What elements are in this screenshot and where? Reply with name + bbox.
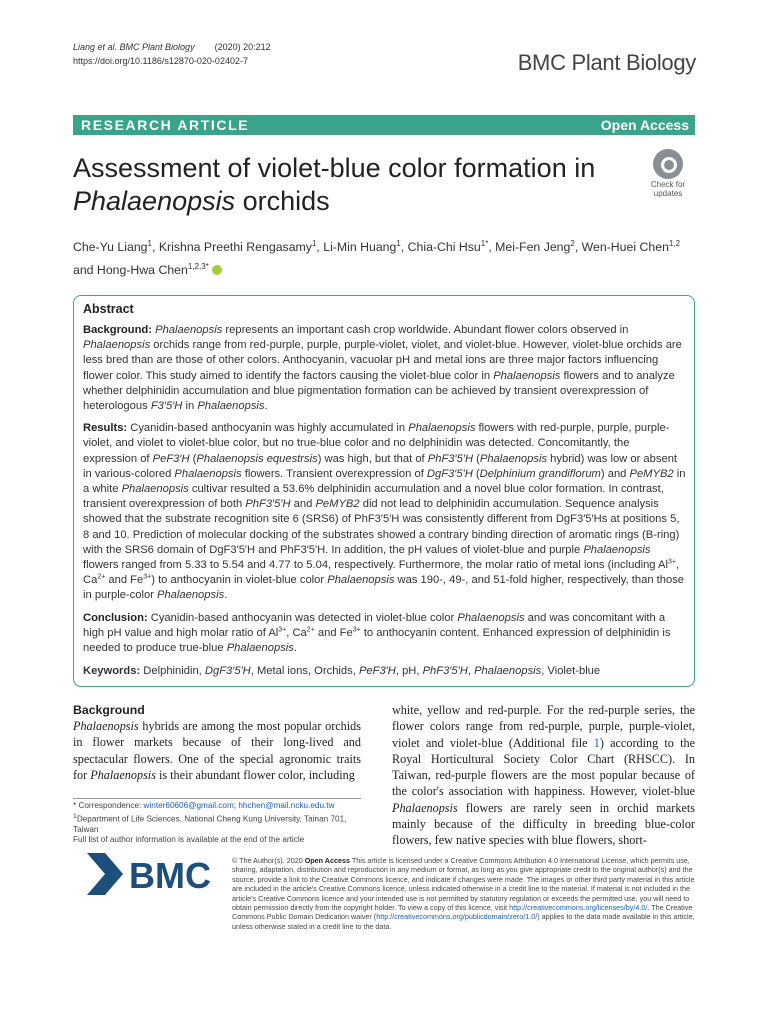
author-list	[73, 234, 703, 280]
abstract-keywords: Keywords: Delphinidin, DgF3′5′H, Metal ions, Orchids, PeF3′H, pH, PhF3′5′H, Phalaenopsis, Violet-blue	[83, 665, 601, 678]
citation-header	[73, 40, 271, 68]
author-affil: 1	[396, 239, 401, 248]
license-text	[232, 856, 697, 931]
author-name: , Krishna Preethi Rengasamy	[151, 240, 312, 255]
copyright: © The Author(s). 2020	[232, 856, 305, 865]
full-author-info: Full list of author information is available at the end of the article	[73, 835, 305, 845]
open-access-label: Open Access	[600, 117, 689, 133]
article-type: RESEARCH ARTICLE	[81, 117, 250, 133]
results-label: Results:	[83, 422, 128, 435]
badge-line1: Check for	[650, 180, 686, 189]
author-name: , Wen-Huei Chen	[574, 240, 669, 255]
author-name: and Hong-Hwa Chen	[73, 263, 188, 278]
article-banner	[73, 115, 695, 135]
additional-file-link[interactable]: 1	[593, 735, 600, 750]
author-affil: 1,2,3*	[187, 262, 209, 272]
footnotes	[73, 801, 363, 846]
author-name: Che-Yu Liang	[73, 240, 148, 255]
license-text-2: . The Creative Commons Public Domain Dedication waiver (	[232, 903, 693, 922]
license-text-3: ) applies to the data made available in this article, unless otherwise stated in a credit line to the data.	[232, 912, 695, 931]
journal-name: BMC Plant Biology	[517, 50, 696, 75]
author-name: , Chia-Chi Hsu	[400, 240, 481, 255]
open-access-bold: Open Access	[304, 856, 350, 865]
abstract-heading: Abstract	[83, 302, 134, 316]
check-for-updates-badge[interactable]	[640, 147, 696, 203]
conclusion-label: Conclusion:	[83, 611, 148, 624]
affiliation-text: Department of Life Sciences, National Cheng Kung University, Tainan 701, Taiwan	[73, 814, 347, 834]
email-link-1[interactable]: winter60606@gmail.com	[143, 801, 234, 810]
affiliation-sup: 1	[73, 812, 77, 820]
author-name: , Li-Min Huang	[316, 240, 397, 255]
cc-zero-link[interactable]: http://creativecommons.org/publicdomain/zero/1.0/	[376, 912, 538, 922]
background-heading: Background	[73, 703, 145, 717]
author-affil: 1	[311, 239, 317, 248]
author-name: , Mei-Fen Jeng	[488, 240, 571, 255]
author-affil: 1	[147, 239, 152, 248]
keywords-label: Keywords:	[83, 665, 141, 678]
correspondence	[73, 801, 363, 812]
badge-text	[640, 180, 696, 198]
cc-license-link[interactable]: http://creativecommons.org/licenses/by/4.0/	[509, 903, 648, 913]
bmc-logo-graphic	[85, 850, 225, 898]
title-part2: orchids	[235, 186, 330, 216]
abstract-box	[73, 295, 695, 687]
affiliation	[73, 812, 363, 836]
doi-link[interactable]: https://doi.org/10.1186/s12870-020-02402-7	[73, 56, 248, 66]
author-affil: 1,2	[668, 239, 681, 248]
update-icon	[653, 149, 683, 179]
abstract-results: Results: Cyanidin-based anthocyanin was highly accumulated in Phalaenopsis flowers with red-purple, purple, purple-violet, and violet to violet-blue color, but no true-blue color and no delphinidin was detected. Concomitantly, the expression of PeF3′H (Phalaenopsis equestrsis) was high, but that of PhF3′5′H (Phalaenopsis hybrid) was low or absent in various-colored Phalaenopsis flowers. Transient overexpression of DgF3′5′H (Delphinium grandiflorum) and PeMYB2 in a white Phalaenopsis cultivar resulted a 53.6% delphinidin accumulation and a novel blue color formation. In contrast, transient overexpression of both PhF3′5′H and PeMYB2 did not lead to delphinidin accumulation. Sequence analysis showed that the substrate recognition site 6 (SRS6) of PhF3′5′H was consistently different from DgF3′5′Hs at positions 5, 8 and 10. Prediction of molecular docking of the substrates showed a contrary binding direction of aromatic rings (B-ring) with the SRS6 domain of DgF3′5′H and PhF3′5′H. In addition, the pH values of violet-blue and purple Phalaenopsis flowers ranged from 5.33 to 5.54 and 4.77 to 5.04, respectively. Furthermore, the molar ratio of metal ions (including $Al^{3+}$, $Ca^{2+}$ and $Fe^{3+}$) to anthocyanin in violet-blue color Phalaenopsis was 190-, 49-, and 51-fold higher, respectively, than those in purple-color Phalaenopsis.	[83, 422, 686, 602]
citation-year: (2020) 20:212	[214, 42, 271, 52]
correspondence-label: * Correspondence:	[73, 801, 144, 810]
bmc-logo	[85, 850, 225, 898]
footnote-divider	[73, 798, 361, 799]
background-text-left: Phalaenopsis hybrids are among the most popular orchids in flower markets because of their long-lived and spectacular flowers. One of the special agronomic traits for Phalaenopsis is their abundant flower color, including	[73, 719, 361, 782]
license-text-1: This article is licensed under a Creative Commons Attribution 4.0 International License, which permits use, sharing, adaptation, distribution and reproduction in any medium or format, as long as you give appropriate credit to the original author(s) and the source, provide a link to the Creative Commons licence, and indicate if changes were made. The images or other third party material in this article are included in the article's Creative Commons licence, unless indicated otherwise in a credit line to the material. If material is not included in the article's Creative Commons licence and your intended use is not permitted by statutory regulation or exceeds the permitted use, you will need to obtain permission directly from the copyright holder. To view a copy of this licence, visit	[232, 856, 695, 913]
badge-line2: updates	[653, 189, 683, 198]
background-label: Background:	[83, 324, 152, 336]
orcid-icon[interactable]	[212, 265, 222, 275]
bmc-logo-text: BMC	[129, 855, 211, 896]
email-link-2[interactable]: hhchen@mail.ncku.edu.tw	[238, 801, 335, 810]
background-text-right: white, yellow and red-purple. For the red-purple series, the flower colors range from red-purple, purple, purple-violet, violet and violet-blue (Additional file 1) according to the Royal Horticultural Society Color Chart (RHSCC). In Taiwan, red-purple flowers are the most popular because of the color's association with happiness. However, violet-blue Phalaenopsis flowers are rarely seen in orchid markets mainly because of the difficulty in breeding blue-color flowers, few native species with blue flowers, short-	[392, 703, 695, 848]
article-title	[73, 152, 613, 218]
author-affil: 1*	[480, 239, 489, 248]
author-affil: 2	[570, 239, 575, 248]
abstract-conclusion: Conclusion: Cyanidin-based anthocyanin was detected in violet-blue color Phalaenopsis and was concomitant with a high pH value and high molar ratio of $Al^{3+}$, $Ca^{2+}$ and $Fe^{3+}$ to anthocyanin content. Enhanced expression of delphinidin is needed to produce true-blue Phalaenopsis.	[83, 611, 671, 655]
title-part1: Assessment of violet-blue color formation in	[73, 153, 596, 183]
citation-text: Liang et al. BMC Plant Biology	[73, 42, 195, 52]
abstract-background: Background: Phalaenopsis represents an important cash crop worldwide. Abundant flower colors observed in Phalaenopsis orchids range from red-purple, purple, purple-violet, violet, and violet-blue. However, violet-blue orchids are less bred than are those of other colors. Anthocyanin, vacuolar pH and metal ions are three major factors influencing flower color. This study aimed to identify the factors causing the violet-blue color in Phalaenopsis flowers and to analyze whether delphinidin accumulation and blue pigmentation formation can be achieved by transient overexpression of heterologous F3′5′H in Phalaenopsis.	[83, 324, 682, 413]
body-left-column	[73, 702, 361, 783]
body-right-column	[392, 702, 695, 849]
title-italic: Phalaenopsis	[73, 186, 236, 216]
email-separator: ;	[233, 801, 239, 810]
